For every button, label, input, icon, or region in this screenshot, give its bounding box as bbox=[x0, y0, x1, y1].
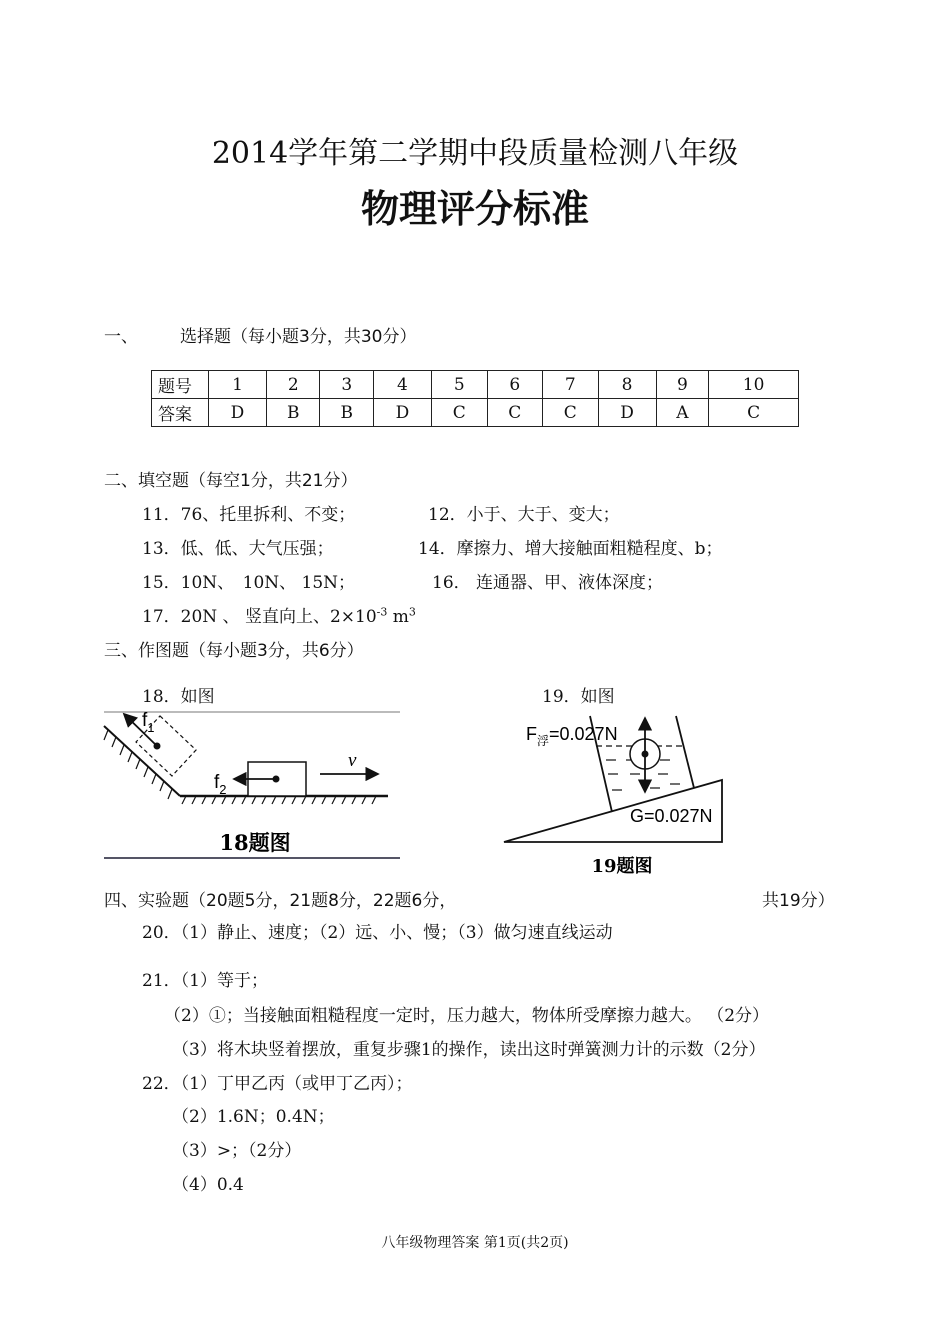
table-row-label: 题号 bbox=[152, 371, 209, 399]
answer-q17 bbox=[142, 602, 416, 627]
answer-table bbox=[151, 370, 799, 427]
table-cell: 1 bbox=[209, 371, 267, 399]
figure-19-caption: 19题图 bbox=[591, 856, 653, 877]
section4-total: 共19分） bbox=[762, 891, 835, 911]
answer-q15: 15．10N、 10N、 15N； bbox=[142, 573, 356, 593]
table-cell: B bbox=[267, 399, 320, 427]
answer-q17-unit-exponent: 3 bbox=[408, 605, 416, 619]
answer-q16: 16． 连通器、甲、液体深度； bbox=[432, 573, 664, 593]
answer-q14: 14．摩擦力、增大接触面粗糙程度、b； bbox=[418, 539, 723, 559]
page-title: 2014学年第二学期中段质量检测八年级 bbox=[211, 136, 739, 171]
answer-q19-label: 19．如图 bbox=[542, 687, 615, 707]
answer-q17-exponent: -3 bbox=[376, 605, 388, 619]
page-footer: 八年级物理答案 第1页(共2页) bbox=[381, 1235, 569, 1251]
table-row-questions bbox=[152, 371, 799, 399]
page-subtitle: 物理评分标准 bbox=[360, 186, 589, 231]
answer-q22-2: （2）1.6N；0.4N； bbox=[172, 1107, 335, 1127]
answer-q22-1: 22．（1）丁甲乙丙（或甲丁乙丙）； bbox=[142, 1074, 413, 1094]
figure-18-caption: 18题图 bbox=[219, 830, 291, 855]
table-cell: B bbox=[320, 399, 373, 427]
table-cell: 8 bbox=[598, 371, 656, 399]
answer-q17-unit: m bbox=[387, 607, 409, 627]
answer-q13: 13．低、低、大气压强； bbox=[142, 539, 334, 559]
table-row-answers bbox=[152, 399, 799, 427]
answer-q17-text: 17．20N 、 竖直向上、2×10 bbox=[142, 607, 377, 627]
table-cell: 9 bbox=[656, 371, 709, 399]
incline-surface bbox=[104, 726, 180, 796]
table-cell: C bbox=[709, 399, 799, 427]
answer-q18-label: 18．如图 bbox=[142, 687, 215, 707]
table-cell: C bbox=[487, 399, 543, 427]
answer-q11: 11．76、托里拆利、不变； bbox=[142, 505, 356, 525]
table-cell: 2 bbox=[267, 371, 320, 399]
label-gravity: G=0.027N bbox=[630, 806, 713, 826]
table-cell: D bbox=[209, 399, 267, 427]
section2-title: 二、填空题（每空1分，共21分） bbox=[104, 471, 358, 491]
section3-title: 三、作图题（每小题3分，共6分） bbox=[104, 641, 364, 661]
answer-q21-2: （2）①；当接触面粗糙程度一定时，压力越大，物体所受摩擦力越大。 （2分） bbox=[164, 1006, 770, 1026]
table-row-label: 答案 bbox=[152, 399, 209, 427]
label-f1: $f_1$ bbox=[142, 710, 155, 735]
section1-number: 一、 bbox=[104, 327, 138, 347]
table-cell: D bbox=[598, 399, 656, 427]
cup-right-wall bbox=[676, 716, 694, 788]
table-cell: 3 bbox=[320, 371, 373, 399]
answer-q21-1: 21．（1）等于； bbox=[142, 971, 268, 991]
table-cell: C bbox=[543, 399, 599, 427]
figure-19 bbox=[500, 712, 735, 884]
section1-title: 选择题（每小题3分，共30分） bbox=[180, 327, 417, 347]
answer-q22-4: （4）0.4 bbox=[172, 1175, 244, 1195]
label-f2: $f_2$ bbox=[214, 772, 227, 797]
answer-q12: 12．小于、大于、变大； bbox=[428, 505, 620, 525]
table-cell: 4 bbox=[373, 371, 431, 399]
label-buoyancy: $F_浮=0.027N$ bbox=[526, 724, 618, 748]
answer-q20: 20．（1）静止、速度；（2）远、小、慢；（3）做匀速直线运动 bbox=[142, 923, 613, 943]
table-cell: D bbox=[373, 399, 431, 427]
figure-18 bbox=[100, 706, 410, 866]
table-cell: A bbox=[656, 399, 709, 427]
table-cell: 5 bbox=[431, 371, 487, 399]
answer-q22-3: （3）>；（2分） bbox=[172, 1141, 302, 1161]
section4-title: 四、实验题（20题5分，21题8分，22题6分， bbox=[104, 891, 457, 911]
table-cell: 6 bbox=[487, 371, 543, 399]
incline-hatching bbox=[104, 730, 376, 804]
answer-q21-3: （3）将木块竖着摆放，重复步骤1的操作，读出这时弹簧测力计的示数（2分） bbox=[172, 1040, 766, 1060]
table-cell: 7 bbox=[543, 371, 599, 399]
table-cell: C bbox=[431, 399, 487, 427]
label-v: v bbox=[348, 750, 357, 771]
table-cell: 10 bbox=[709, 371, 799, 399]
